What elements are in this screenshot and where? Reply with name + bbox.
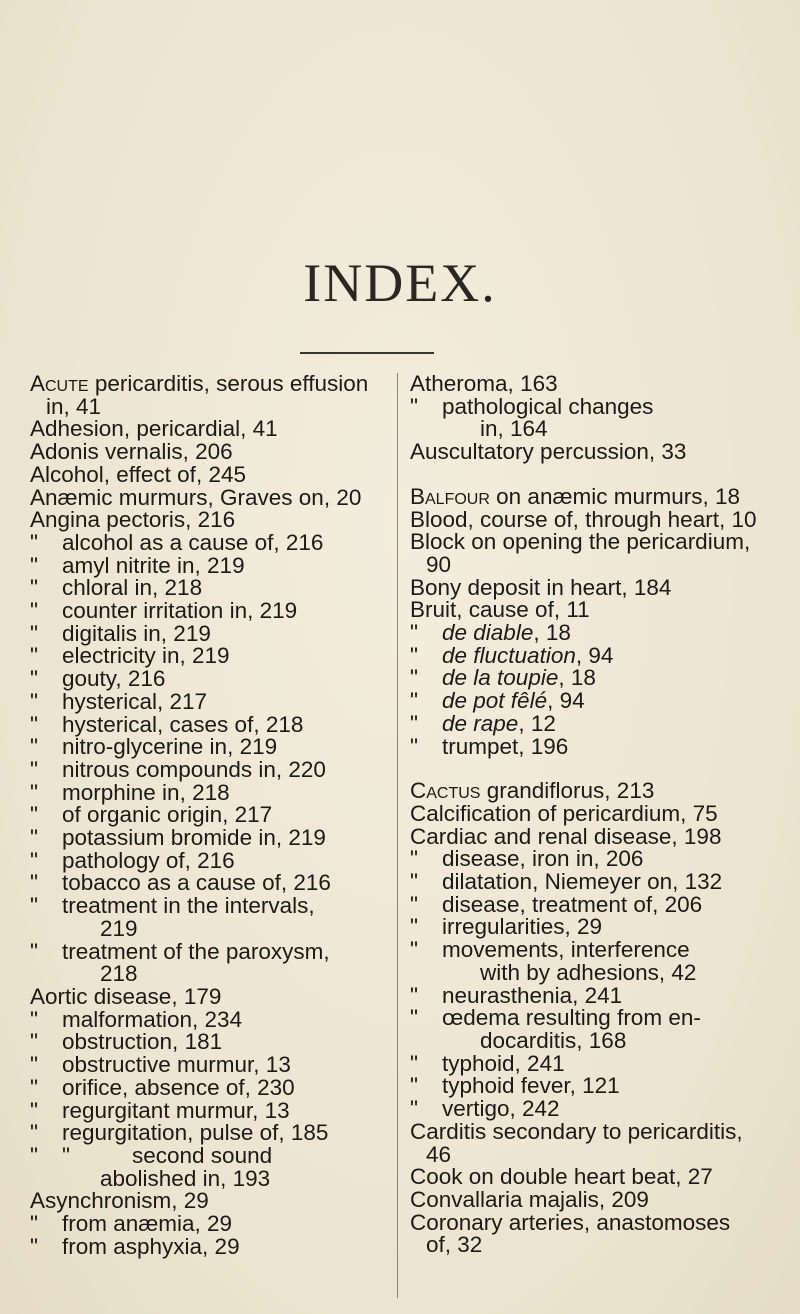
- entry-text: regurgitant murmur, 13: [62, 1097, 290, 1123]
- section-gap: [410, 758, 780, 780]
- entry-text: obstruction, 181: [62, 1029, 223, 1055]
- index-entry: [30, 577, 390, 600]
- ditto-mark: ": [30, 734, 38, 760]
- index-entry: [410, 982, 780, 1008]
- index-entry: [30, 756, 390, 782]
- index-entry: [410, 506, 780, 532]
- index-entry: [30, 373, 390, 396]
- index-entry: [410, 1209, 780, 1235]
- entry-text: disease, treatment of, 206: [442, 891, 703, 917]
- ditto-mark: ": [30, 870, 38, 896]
- ditto-mark: ": [30, 529, 38, 555]
- entry-text: typhoid, 241: [442, 1050, 565, 1076]
- entry-text: Blood, course of, through heart, 10: [410, 506, 757, 532]
- ditto-mark: ": [30, 802, 38, 828]
- index-entry: [410, 780, 780, 803]
- ditto-mark: ": [410, 688, 418, 714]
- entry-text: amyl nitrite in, 219: [62, 552, 245, 578]
- index-entry: [410, 1118, 780, 1144]
- entry-text: morphine in, 218: [62, 779, 230, 805]
- index-entry: [410, 733, 780, 759]
- index-entry: [410, 1007, 780, 1030]
- index-entry: [30, 1031, 390, 1054]
- index-entry: [410, 551, 780, 577]
- index-entry: [30, 620, 390, 646]
- entry-text: chloral in, 218: [62, 575, 203, 601]
- entry-text: disease, iron in, 206: [442, 846, 644, 872]
- index-entry: [410, 690, 780, 713]
- index-entry: [410, 373, 780, 396]
- entry-text: dilatation, Niemeyer on, 132: [442, 869, 723, 895]
- entry-text: de pot fêlé, 94: [442, 688, 585, 714]
- entry-text: treatment of the paroxysm,: [62, 938, 330, 964]
- entry-text: Atheroma, 163: [410, 371, 558, 396]
- entry-text: of, 32: [426, 1232, 483, 1258]
- ditto-mark: ": [30, 1097, 38, 1123]
- index-entry: [30, 1074, 390, 1100]
- index-entry: [410, 848, 780, 871]
- index-entry: [30, 1122, 390, 1145]
- ditto-mark: ": [410, 710, 418, 736]
- entry-text: of organic origin, 217: [62, 802, 273, 828]
- index-entry: [30, 668, 390, 691]
- entry-text: Cactus grandiflorus, 213: [410, 778, 655, 804]
- left-column: [30, 373, 390, 1258]
- index-entry: [30, 779, 390, 805]
- entry-text: in, 41: [46, 393, 102, 419]
- ditto-mark: ": [30, 1211, 38, 1237]
- index-entry: [30, 509, 390, 532]
- entry-text: Adhesion, pericardial, 41: [30, 416, 278, 442]
- entry-text: œdema resulting from en-: [442, 1005, 701, 1031]
- index-entry: [410, 1186, 780, 1212]
- ditto-mark: ": [30, 938, 38, 964]
- index-entry: [410, 574, 780, 600]
- index-entry: [410, 916, 780, 939]
- index-entry: [30, 441, 390, 464]
- entry-text: Adonis vernalis, 206: [30, 439, 233, 465]
- entry-text: nitrous compounds in, 220: [62, 756, 326, 782]
- entry-text: alcohol as a cause of, 216: [62, 529, 324, 555]
- index-entry: [410, 1075, 780, 1098]
- entry-text: typhoid fever, 121: [442, 1073, 620, 1099]
- index-entry: [30, 552, 390, 578]
- entry-text: abolished in, 193: [100, 1165, 271, 1191]
- ditto-mark: ": [30, 756, 38, 782]
- index-entry: [30, 963, 390, 986]
- index-entry: [30, 983, 390, 1009]
- index-entry: [410, 1027, 780, 1053]
- entry-text: nitro-glycerine in, 219: [62, 734, 278, 760]
- entry-text: obstructive murmur, 13: [62, 1052, 291, 1078]
- ditto-mark: ": [410, 620, 418, 646]
- ditto-mark: ": [410, 937, 418, 963]
- ditto-mark: ": [410, 1050, 418, 1076]
- index-entry: [30, 1190, 390, 1213]
- index-entry: [410, 441, 780, 464]
- ditto-mark: ": [30, 688, 38, 714]
- index-entry: [30, 1097, 390, 1123]
- ditto-mark: ": [30, 1142, 38, 1168]
- index-entry: [410, 418, 780, 441]
- ditto-mark: ": [410, 1073, 418, 1099]
- index-entry: [30, 484, 390, 510]
- entry-text: pathological changes: [442, 393, 654, 419]
- index-entry: [410, 1234, 780, 1257]
- entry-text: with by adhesions, 42: [480, 959, 697, 985]
- ditto-mark: ": [410, 393, 418, 419]
- index-entry: [410, 393, 780, 419]
- ditto-mark: ": [410, 1005, 418, 1031]
- ditto-mark: ": [410, 869, 418, 895]
- ditto-mark: ": [30, 825, 38, 851]
- index-entry: [30, 529, 390, 555]
- index-entry: [30, 872, 390, 895]
- ditto-mark: ": [30, 575, 38, 601]
- index-entry: [410, 959, 780, 985]
- ditto-mark: ": [30, 598, 38, 624]
- ditto-mark: ": [30, 1029, 38, 1055]
- entry-text: 46: [426, 1141, 452, 1167]
- ditto-mark: ": [30, 1233, 38, 1259]
- index-entry: [410, 939, 780, 962]
- index-entry: [410, 891, 780, 917]
- entry-text: orifice, absence of, 230: [62, 1074, 295, 1100]
- index-entry: [30, 895, 390, 918]
- entry-text: movements, interference: [442, 937, 690, 963]
- entry-text: Cardiac and renal disease, 198: [410, 823, 722, 849]
- entry-text: neurasthenia, 241: [442, 982, 623, 1008]
- ditto-mark: ": [410, 642, 418, 668]
- entry-text: Bruit, cause of, 11: [410, 597, 590, 623]
- entry-text: Coronary arteries, anastomoses: [410, 1209, 731, 1235]
- ditto-mark: ": [30, 552, 38, 578]
- ditto-mark: ": [30, 1052, 38, 1078]
- index-entry: [410, 599, 780, 622]
- ditto-mark: ": [30, 1074, 38, 1100]
- ditto-mark: ": [30, 711, 38, 737]
- ditto-mark: ": [410, 982, 418, 1008]
- ditto-mark: ": [30, 847, 38, 873]
- index-entry: [410, 800, 780, 826]
- entry-text: malformation, 234: [62, 1006, 243, 1032]
- entry-text: electricity in, 219: [62, 643, 230, 669]
- entry-text: Bony deposit in heart, 184: [410, 574, 672, 600]
- index-entry: [30, 461, 390, 487]
- ditto-mark: ": [410, 914, 418, 940]
- index-entry: [410, 1098, 780, 1121]
- entry-text: regurgitation, pulse of, 185: [62, 1120, 329, 1146]
- ditto-mark: ": [30, 666, 38, 692]
- index-entry: [30, 827, 390, 850]
- entry-text: Anæmic murmurs, Graves on, 20: [30, 484, 362, 510]
- entry-text: 90: [426, 551, 452, 577]
- ditto-mark: ": [62, 1142, 70, 1168]
- entry-text: 218: [100, 961, 138, 987]
- index-entry: [30, 1213, 390, 1236]
- entry-text: de la toupie, 18: [442, 665, 596, 691]
- entry-text: from asphyxia, 29: [62, 1233, 240, 1259]
- index-entry: [30, 736, 390, 759]
- entry-text: 219: [100, 915, 138, 941]
- index-entry: [410, 710, 780, 736]
- index-entry: [30, 645, 390, 668]
- entry-text: hysterical, cases of, 218: [62, 711, 304, 737]
- index-entry: [30, 1165, 390, 1191]
- entry-text: Angina pectoris, 216: [30, 507, 236, 533]
- index-entry: [30, 711, 390, 737]
- entry-text: de rape, 12: [442, 710, 556, 736]
- index-entry: [30, 1006, 390, 1032]
- index-entry: [410, 667, 780, 690]
- ditto-mark: ": [30, 643, 38, 669]
- entry-text: tobacco as a cause of, 216: [62, 870, 331, 896]
- entry-text: Asynchronism, 29: [30, 1188, 209, 1214]
- entry-text: Aortic disease, 179: [30, 983, 222, 1009]
- entry-text: docarditis, 168: [480, 1027, 627, 1053]
- entry-text: de diable, 18: [442, 620, 571, 646]
- index-entry: [30, 915, 390, 941]
- entry-text: potassium bromide in, 219: [62, 825, 326, 851]
- index-entry: [410, 1166, 780, 1189]
- title-rule: [300, 352, 434, 354]
- section-gap: [410, 464, 780, 486]
- ditto-mark: ": [30, 1120, 38, 1146]
- entry-text: Alcohol, effect of, 245: [30, 461, 246, 487]
- entry-text: irregularities, 29: [442, 914, 603, 940]
- index-entry: [30, 418, 390, 441]
- page-title: INDEX.: [303, 253, 497, 313]
- ditto-mark: ": [30, 779, 38, 805]
- entry-text: Balfour on anæmic murmurs, 18: [410, 483, 740, 509]
- index-entry: [410, 483, 780, 509]
- index-entry: [410, 622, 780, 645]
- entry-text: Auscultatory percussion, 33: [410, 439, 687, 465]
- index-entry: [410, 1050, 780, 1076]
- index-entry: [30, 393, 390, 419]
- entry-text: Block on opening the pericardium,: [410, 529, 751, 555]
- entry-text: trumpet, 196: [442, 733, 569, 759]
- entry-text: Convallaria majalis, 209: [410, 1186, 649, 1212]
- ditto-mark: ": [30, 893, 38, 919]
- index-entry: [30, 847, 390, 873]
- entry-text: hysterical, 217: [62, 688, 208, 714]
- index-entry: [30, 1233, 390, 1259]
- index-entry: [410, 871, 780, 894]
- index-entry: [30, 1142, 390, 1168]
- entry-text: treatment in the intervals,: [62, 893, 315, 919]
- index-entry: [30, 804, 390, 827]
- index-entry: [30, 688, 390, 714]
- ditto-mark: ": [30, 1006, 38, 1032]
- entry-text: counter irritation in, 219: [62, 598, 298, 624]
- ditto-mark: ": [30, 620, 38, 646]
- index-entry: [30, 1054, 390, 1077]
- entry-text: Calcification of pericardium, 75: [410, 800, 718, 826]
- entry-text: vertigo, 242: [442, 1096, 560, 1122]
- ditto-mark: ": [410, 891, 418, 917]
- column-divider: [397, 373, 398, 1298]
- index-entry: [410, 531, 780, 554]
- entry-text: Cook on double heart beat, 27: [410, 1164, 713, 1190]
- entry-text: Carditis secondary to pericarditis,: [410, 1118, 743, 1144]
- ditto-mark: ": [410, 1096, 418, 1122]
- entry-text: pathology of, 216: [62, 847, 235, 873]
- index-entry: [30, 938, 390, 964]
- entry-text: Acute pericarditis, serous effusion: [30, 371, 369, 396]
- entry-text: from anæmia, 29: [62, 1211, 233, 1237]
- index-entry: [410, 823, 780, 849]
- ditto-mark: ": [410, 846, 418, 872]
- ditto-mark: ": [410, 665, 418, 691]
- entry-text: second sound: [132, 1142, 273, 1168]
- entry-text: gouty, 216: [62, 666, 166, 692]
- ditto-mark: ": [410, 733, 418, 759]
- entry-text: de fluctuation, 94: [442, 642, 614, 668]
- entry-text: digitalis in, 219: [62, 620, 211, 646]
- entry-text: in, 164: [480, 416, 548, 442]
- right-column: [410, 373, 780, 1257]
- index-entry: [410, 1141, 780, 1167]
- index-entry: [30, 600, 390, 623]
- index-entry: [410, 642, 780, 668]
